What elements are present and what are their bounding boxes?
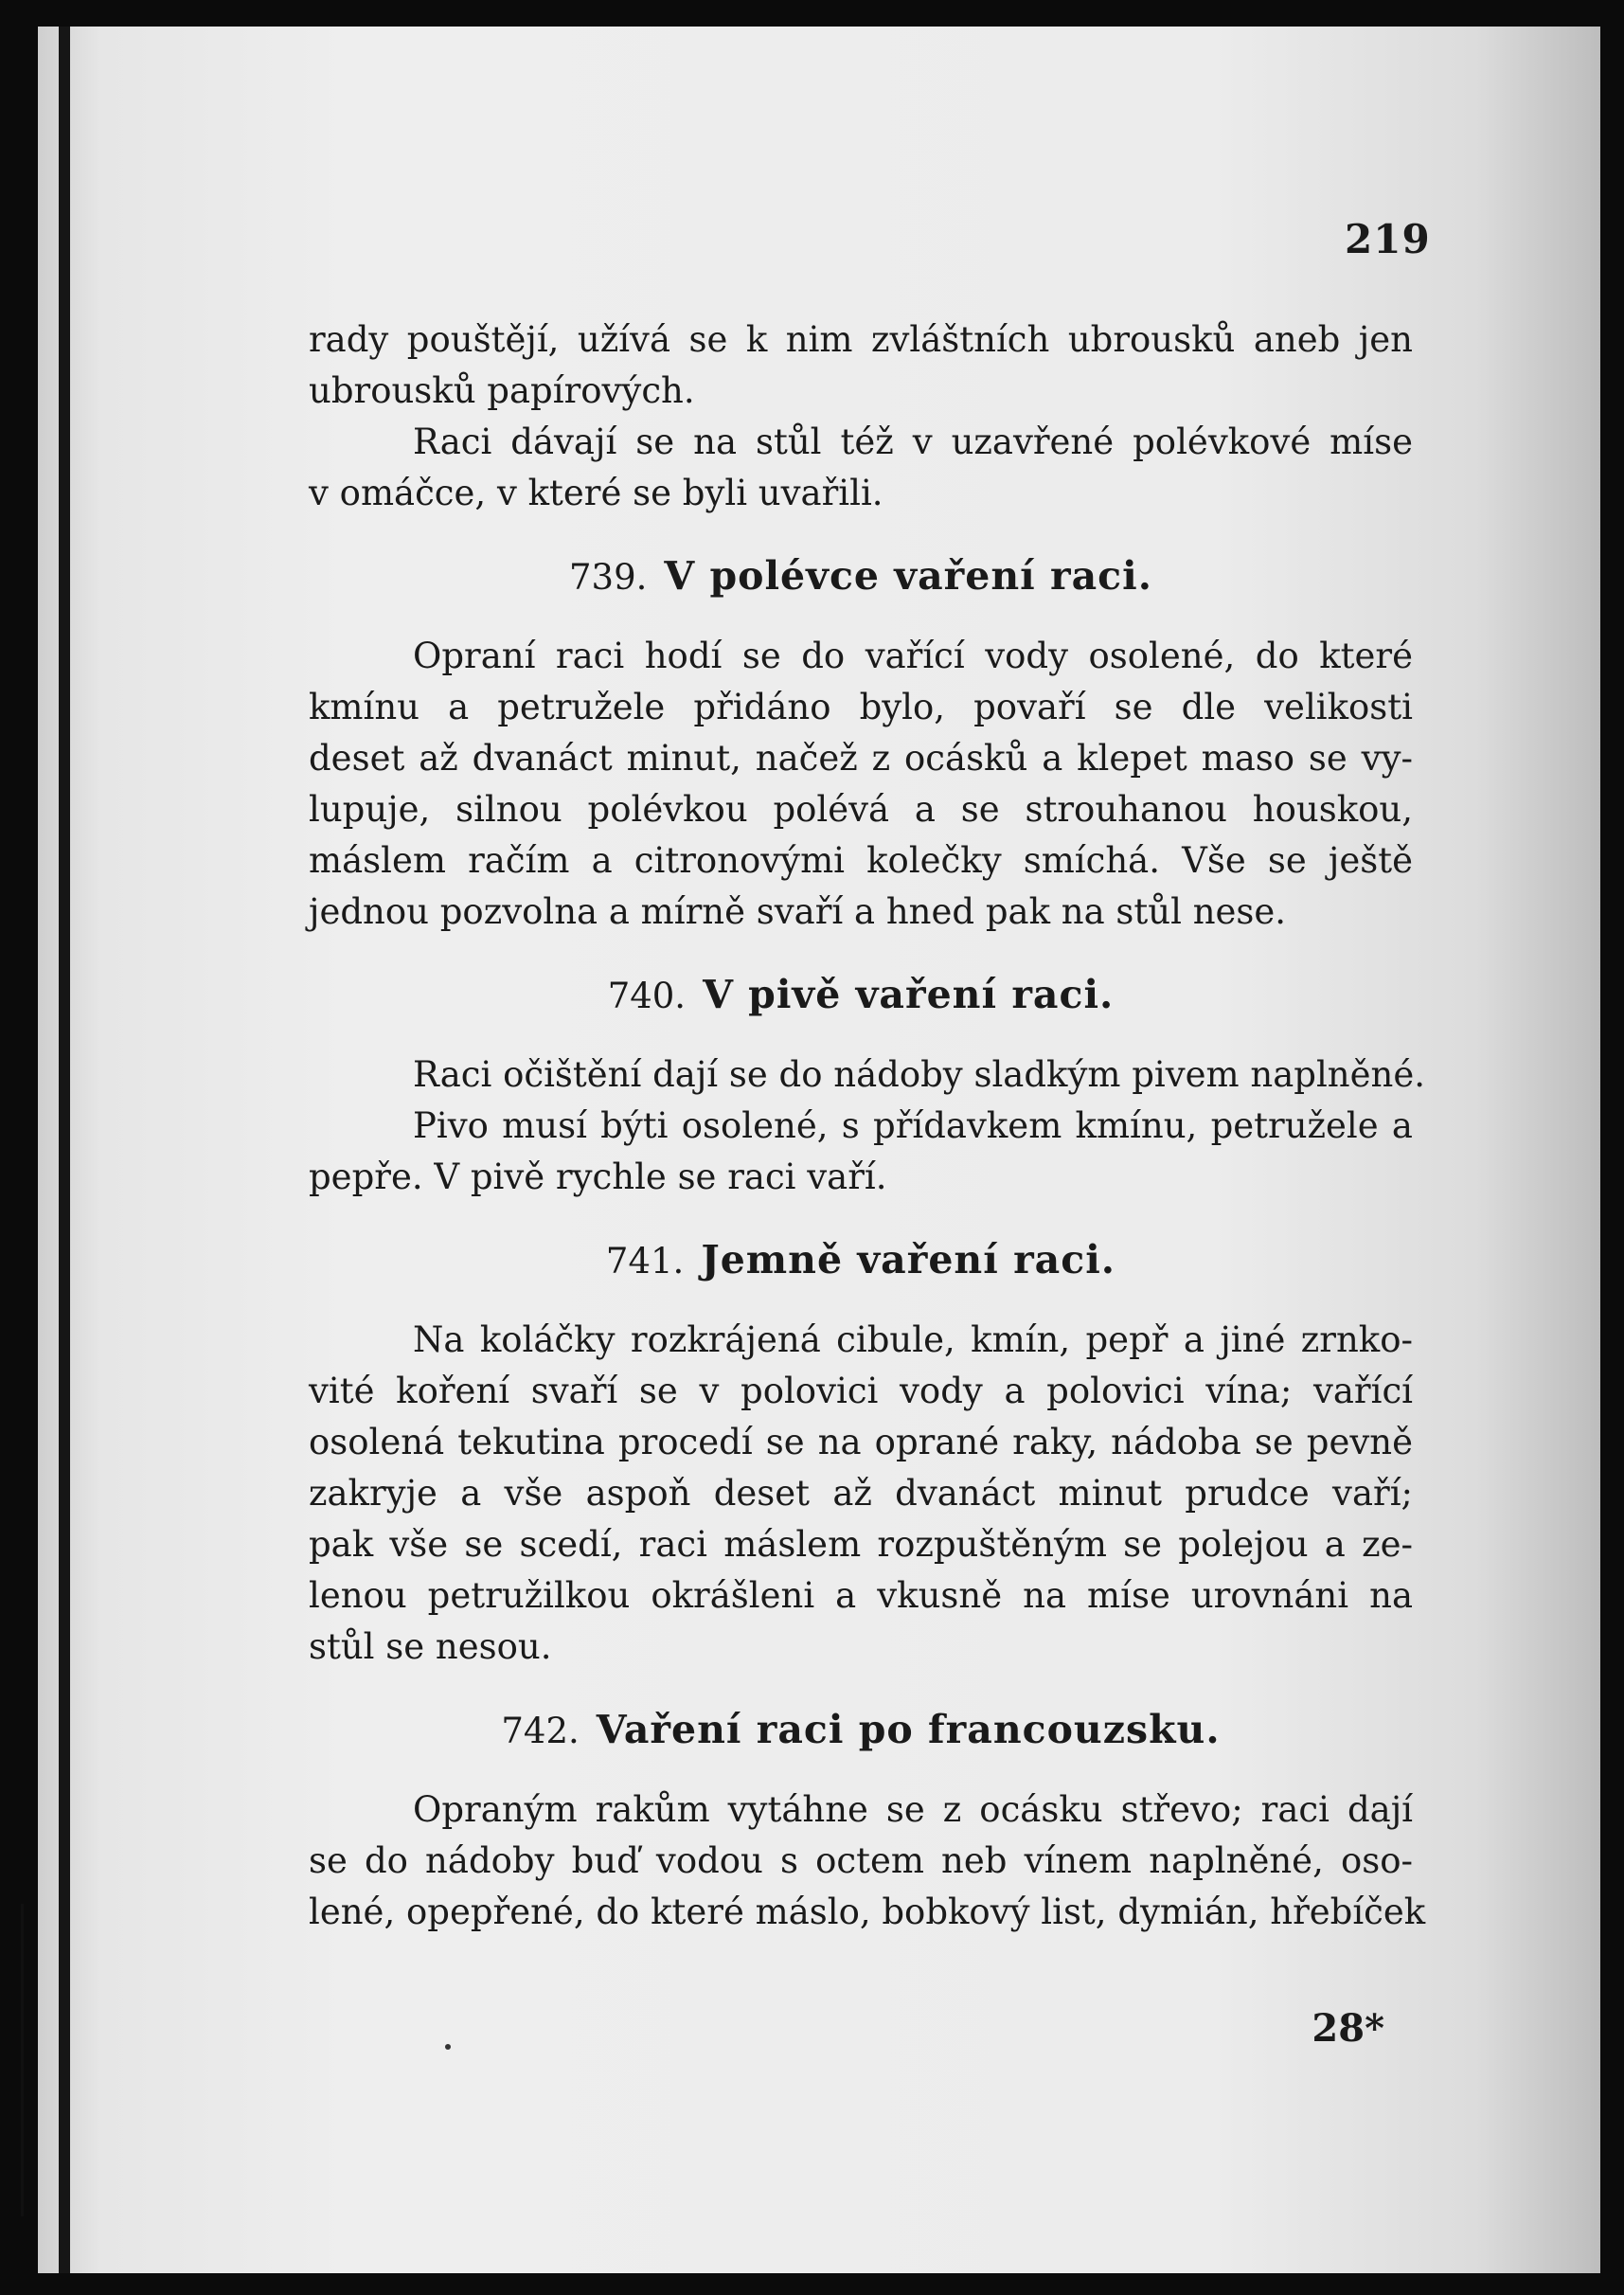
recipe-heading-741 xyxy=(309,1231,1413,1290)
text-line: ubrousků papírových. xyxy=(309,370,695,411)
recipe-heading-742 xyxy=(309,1701,1413,1760)
text-line: Pivo musí býti osolené, s přídavkem kmínu, petružele a xyxy=(413,1105,1413,1146)
page-text xyxy=(309,314,1426,1938)
text-line: pepře. V pivě rychle se raci vaří. xyxy=(309,1156,887,1197)
recipe-title: V polévce vaření raci. xyxy=(664,553,1152,599)
text-line: máslem račím a citronovými kolečky smíchá. Vše se ještě xyxy=(309,840,1413,881)
text-line: lupuje, silnou polévkou polévá a se strouhanou houskou, xyxy=(309,789,1413,830)
text-line: pak vše se scedí, raci máslem rozpuštěným se polejou a ze- xyxy=(309,1524,1413,1565)
text-line: Opraní raci hodí se do vařící vody osolené, do které xyxy=(413,636,1413,676)
text-line: kmínu a petružele přidáno bylo, povaří se dle velikosti xyxy=(309,687,1413,727)
recipe-paragraph xyxy=(309,1315,1413,1673)
text-line: rady pouštějí, užívá se k nim zvláštních ubrousků aneb jen xyxy=(309,319,1413,360)
margin-mark xyxy=(21,1904,41,2216)
recipe-title: V pivě vaření raci. xyxy=(703,972,1115,1017)
recipe-paragraph xyxy=(309,631,1413,938)
text-line: Opraným rakům vytáhne se z ocásku střevo; raci dají xyxy=(413,1789,1413,1830)
text-line: lené, opepřené, do které máslo, bobkový list, dymián, hřebíček xyxy=(309,1892,1426,1932)
text-line: deset až dvanáct minut, načež z ocásků a klepet maso se vy- xyxy=(309,738,1413,779)
signature-mark: 28* xyxy=(1312,2006,1384,2051)
recipe-paragraph xyxy=(309,1049,1425,1101)
page-number: 219 xyxy=(1345,216,1431,262)
recipe-number: 740. xyxy=(607,976,687,1016)
print-speck xyxy=(445,2044,451,2050)
recipe-title: Vaření raci po francouzsku. xyxy=(596,1707,1221,1752)
text-line: Na koláčky rozkrájená cibule, kmín, pepř a jiné zrnko- xyxy=(413,1319,1413,1360)
recipe-number: 741. xyxy=(605,1241,685,1282)
text-line: Raci dávají se na stůl též v uzavřené polévkové míse xyxy=(413,421,1413,462)
text-line: v omáčce, v které se byli uvařili. xyxy=(309,473,883,513)
text-line: stůl se nesou. xyxy=(309,1626,552,1667)
text-line: se do nádoby buď vodou s octem neb vínem naplněné, oso- xyxy=(309,1840,1413,1881)
text-line: zakryje a vše aspoň deset až dvanáct minut prudce vaří; xyxy=(309,1473,1413,1514)
recipe-number: 739. xyxy=(568,557,648,598)
text-line: Raci očištění dají se do nádoby sladkým pivem naplněné. xyxy=(413,1054,1425,1095)
recipe-number: 742. xyxy=(501,1711,580,1751)
recipe-heading-739 xyxy=(309,547,1413,606)
text-line: vité koření svaří se v polovici vody a polovici vína; vařící xyxy=(309,1371,1413,1411)
recipe-paragraph xyxy=(309,1101,1413,1203)
intro-paragraph-2 xyxy=(309,417,1413,519)
recipe-heading-740 xyxy=(309,966,1413,1025)
book-spine xyxy=(59,27,70,2273)
text-line: jednou pozvolna a mírně svaří a hned pak na stůl nese. xyxy=(309,891,1287,932)
recipe-paragraph xyxy=(309,1784,1426,1938)
text-line: osolená tekutina procedí se na oprané raky, nádoba se pevně xyxy=(309,1422,1413,1462)
recipe-title: Jemně vaření raci. xyxy=(701,1237,1116,1282)
text-line: lenou petružilkou okrášleni a vkusně na míse urovnáni na xyxy=(309,1575,1413,1616)
intro-paragraph-1 xyxy=(309,314,1413,417)
